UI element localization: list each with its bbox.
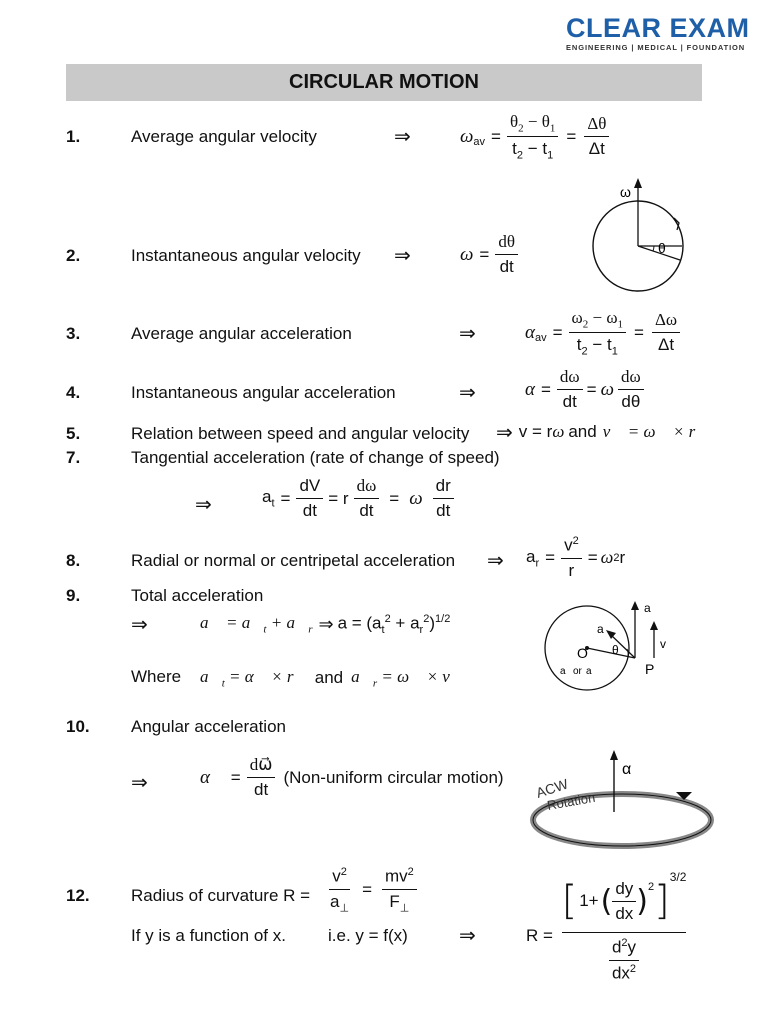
item-number: 4.: [66, 383, 81, 402]
formula-avg-angular-acceleration: α $_{av}$ = $\frac{\omega_2 - \omega_1}{t_2 - t_1}$ = $\frac{\Delta\omega}{\Delta t}$: [525, 308, 680, 358]
ac-label: a: [586, 666, 592, 677]
origin-label: O: [577, 645, 588, 661]
v-label: v: [660, 637, 666, 651]
item-label: Average angular velocity: [131, 127, 317, 146]
item-label: Tangential acceleration (rate of change of speed): [131, 448, 500, 467]
rotation-label: Rotation: [545, 789, 597, 813]
item-number: 8.: [66, 551, 81, 570]
item-number: 10.: [66, 717, 90, 736]
item-label: Average angular acceleration: [131, 324, 352, 343]
formula-tangential-acceleration: $a_t$ = $\frac{dV}{dt}$ = r $\frac{d\omega}{dt}$ = ω $\frac{dr}{dt}$: [262, 476, 454, 521]
if-y-label: If y is a function of x.: [131, 926, 286, 945]
where-label: Where: [131, 667, 182, 686]
logo-text: CLEAR EXAM: [566, 13, 750, 43]
or-label: or: [573, 666, 582, 677]
item-number: 5.: [66, 424, 81, 443]
ie-label: i.e. y = f(x): [328, 926, 408, 945]
implies-arrow: ⇒: [496, 420, 513, 444]
implies-arrow: ⇒: [131, 612, 148, 636]
formula-R-fraction: [ 1+ ( $\frac{dy}{dx}$ ) $^2$ ] $^{3/2}$ $\frac{d^2y}{dx^2}$: [561, 870, 687, 983]
a-label: a: [597, 622, 604, 636]
formula-radius-curvature: $\frac{v^2}{a_\perp}$ = $\frac{mv^2}{F_\perp}$: [327, 866, 417, 914]
item-label: Radius of curvature R =: [131, 886, 311, 905]
formula-speed-relation: ⇒ v = r ω and v⃗ = ω⃗ × r⃗: [496, 420, 709, 444]
formula-inst-angular-acceleration: α = $\frac{d\omega}{dt}$ = ω $\frac{d\omega}{d\theta}$: [525, 367, 644, 412]
implies-arrow: ⇒: [459, 923, 476, 947]
theta-label: θ: [612, 643, 619, 657]
item-label: Instantaneous angular acceleration: [131, 383, 396, 402]
item-number: 9.: [66, 586, 81, 605]
implies-arrow: ⇒: [195, 492, 212, 516]
item-label: Instantaneous angular velocity: [131, 246, 361, 265]
formula-centripetal-acceleration: $a_r$ = $\frac{v^2}{r}$ = ω 2 r: [526, 535, 626, 580]
formula-inst-angular-velocity: ω = $\frac{d\theta}{dt}$: [460, 232, 518, 277]
item-number: 2.: [66, 246, 81, 265]
acw-rotation-figure: [526, 748, 716, 858]
acw-label: ACW: [533, 775, 570, 801]
angular-velocity-figure: [588, 178, 700, 302]
item-number: 1.: [66, 127, 81, 146]
formula-R-lhs: R =: [526, 926, 553, 945]
implies-arrow: ⇒: [394, 124, 411, 148]
item-number: 12.: [66, 886, 90, 905]
ar-label: a: [560, 666, 566, 677]
implies-arrow: ⇒: [131, 770, 148, 794]
item-label: Angular acceleration: [131, 717, 286, 736]
implies-arrow: ⇒: [487, 548, 504, 572]
formula-total-acceleration: a⃗ = $a⃗_t$ + $a⃗_r$ ⇒ $a = (a_t^2 + a_r^2)^{1/2}$: [200, 613, 451, 637]
formula-angular-acceleration: α⃗ = $\frac{d\omega⃗}{dt}$ (Non-uniform circular motion): [200, 755, 504, 799]
nonuniform-label: (Non-uniform circular motion): [283, 767, 504, 787]
item-label: Radial or normal or centripetal acceleration: [131, 551, 456, 570]
implies-arrow: ⇒: [394, 243, 411, 267]
logo-tagline: ENGINEERING | MEDICAL | FOUNDATION: [566, 43, 746, 52]
at-label: a: [644, 601, 651, 615]
logo: [566, 14, 752, 52]
item-label: Relation between speed and angular velocity: [131, 424, 470, 443]
total-acceleration-figure: [540, 596, 680, 694]
point-label: P: [645, 661, 655, 677]
item-label: Total acceleration: [131, 586, 264, 605]
page-title: CIRCULAR MOTION: [66, 64, 702, 101]
theta-label: θ: [658, 240, 666, 256]
item-number: 7.: [66, 448, 81, 467]
formula-where: $a⃗_t$ = α⃗ × r⃗ and $a⃗_r$ = ω⃗ × v⃗: [200, 667, 464, 690]
formula-avg-angular-velocity: ω $_{av}$ = $\frac{\theta_2 - \theta_1}{t_2 - t_1}$ = $\frac{\Delta\theta}{\Delta t}$: [460, 112, 609, 162]
implies-arrow: ⇒: [459, 380, 476, 404]
item-number: 3.: [66, 324, 81, 343]
and-label: and: [314, 668, 344, 688]
implies-arrow: ⇒: [459, 321, 476, 345]
omega-label: ω: [620, 184, 631, 200]
alpha-label: α: [622, 761, 632, 778]
